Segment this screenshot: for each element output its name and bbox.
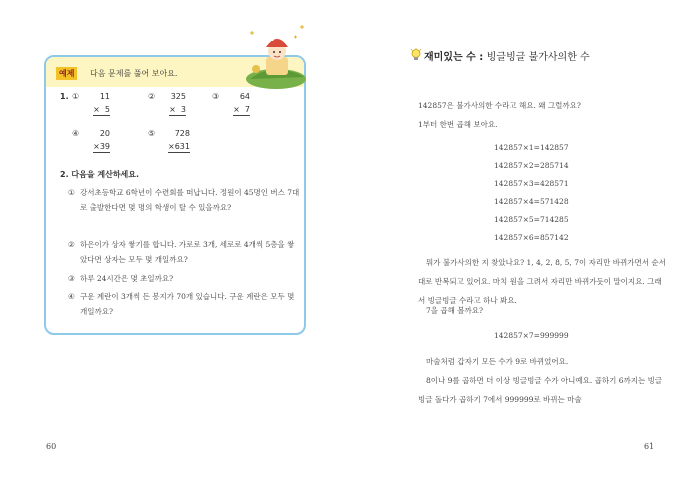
problem-4-bottom: ×39 — [93, 142, 110, 151]
equation-5: 142857×5=714285 — [494, 215, 569, 224]
problem-5-bottom: ×631 — [168, 142, 190, 151]
question-4-text: 구운 계란이 3개씩 든 봉지가 70개 있습니다. 구운 계란은 모두 몇 개일까요? — [80, 292, 295, 316]
section1-label: 1. — [60, 92, 69, 101]
page-number-right: 61 — [644, 442, 655, 451]
question-3: ③ 하루 24시간은 몇 초일까요? — [68, 271, 300, 286]
question-1: ① 강서초등학교 6학년이 수련회를 떠납니다. 정원이 45명인 버스 7대로 출발한다면 몇 명의 학생이 탈 수 있을까요? — [68, 185, 300, 215]
paragraph-4: 8이나 9를 곱하면 더 이상 빙글빙글 수가 아니예요. 곱하기 6까지는 빙글빙글 돌다가 곱하기 7에서 999999로 바뀌는 마술 — [418, 376, 663, 404]
example-box: 예제 다음 문제를 풀어 보아요. 1. ① 11 × 5 ② 325 × 3 ③ 64 × 7 ④ 20 ×39 ⑤ 728 ×631 2. 다음을 계산하세요. ① 강서초등학교 6학년이 수련회를 떠납니다. 정원이 45명인 버스 7대로 출발한다면 몇 명의 학생이 탈 수 있을까요? ② 하은이가 상자 쌓기를 합니다. 가로로 3개, 세로로 4개씩 5층을 쌓았다면 상자는 모두 몇 개일까요? ③ 하루 24시간은 몇 초일까요? ④ 구운 계란이 3개씩 든 봉지가 70개 있습니다. 구운 계란은 모두 몇 개일까요? — [44, 55, 306, 335]
problem-2-top: 325 — [170, 92, 186, 101]
mascot-icon — [236, 23, 316, 93]
problem-1-bottom: × 5 — [93, 105, 110, 114]
page-number-left: 60 — [46, 442, 57, 451]
paragraph-2b: 7을 곱해 볼까요? — [426, 306, 484, 315]
equation-7: 142857×7=999999 — [494, 331, 569, 340]
question-2: ② 하은이가 상자 쌓기를 합니다. 가로로 3개, 세로로 4개씩 5층을 쌓았다면 상자는 모두 몇 개일까요? — [68, 237, 300, 267]
equation-4: 142857×4=571428 — [494, 197, 569, 206]
problem-2-bottom: × 3 — [169, 105, 186, 114]
example-badge: 예제 — [56, 67, 77, 80]
question-2-text: 하은이가 상자 쌓기를 합니다. 가로로 3개, 세로로 4개씩 5층을 쌓았다면 상자는 모두 몇 개일까요? — [80, 240, 295, 264]
article-title-prefix: 재미있는 수 : — [424, 52, 487, 63]
question-3-text: 하루 24시간은 몇 초일까요? — [80, 274, 174, 283]
section2-title: 2. 다음을 계산하세요. — [60, 170, 140, 179]
article-title-main: 빙글빙글 불가사의한 수 — [486, 52, 590, 63]
right-page — [350, 0, 700, 480]
problem-5-top: 728 — [174, 129, 190, 138]
example-instruction: 다음 문제를 풀어 보아요. — [90, 69, 178, 78]
equation-6: 142857×6=857142 — [494, 233, 569, 242]
problem-3-bottom: × 7 — [233, 105, 250, 114]
article-title — [424, 48, 590, 63]
paragraph-2: 뭐가 불가사의한 지 찾았나요? 1, 4, 2, 8, 5, 7이 자리만 바뀌가면서 순서대로 반복되고 있어요. 마치 원을 그려서 자리만 바뀌가듯이 말이지요. 그래서 빙글빙글 수라고 하나 봐요. — [418, 258, 666, 305]
lightbulb-icon — [410, 48, 422, 62]
equation-3: 142857×3=428571 — [494, 179, 569, 188]
paragraph-3: 마술처럼 갑자기 모든 수가 9로 바뀌었어요. — [426, 357, 569, 366]
problem-1-top: 11 — [99, 92, 110, 101]
problem-4-top: 20 — [99, 129, 110, 138]
intro-line-2: 1부터 한번 곱해 보아요. — [418, 120, 498, 129]
equation-2: 142857×2=285714 — [494, 161, 569, 170]
equation-1: 142857×1=142857 — [494, 143, 569, 152]
problem-3-top: 64 — [239, 92, 250, 101]
intro-line-1: 142857은 불가사의한 수라고 해요. 왜 그럴까요? — [418, 101, 581, 110]
question-1-text: 강서초등학교 6학년이 수련회를 떠납니다. 정원이 45명인 버스 7대로 출발한다면 몇 명의 학생이 탈 수 있을까요? — [80, 188, 300, 212]
question-4: ④ 구운 계란이 3개씩 든 봉지가 70개 있습니다. 구운 계란은 모두 몇 개일까요? — [68, 289, 300, 319]
